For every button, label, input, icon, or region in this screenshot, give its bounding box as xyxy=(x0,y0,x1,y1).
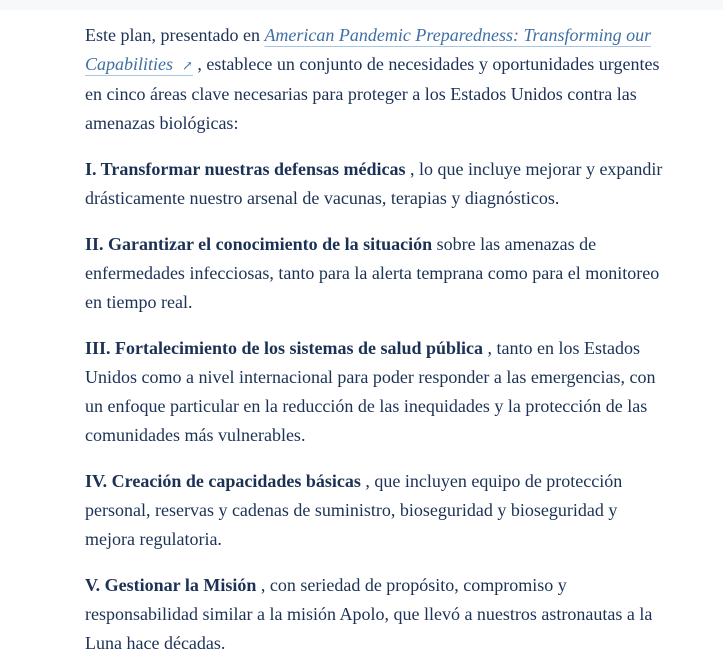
intro-paragraph xyxy=(85,21,670,138)
intro-text-before-link: Este plan, presentado en xyxy=(85,25,260,45)
top-strip xyxy=(0,0,723,10)
section-body: sobre las amenazas de enfermedades infecciosas, tanto para la alerta temprana como para el monitoreo en tiempo real. xyxy=(85,234,660,312)
section-lead: IV. Creación de capacidades básicas xyxy=(85,471,361,491)
section-lead: II. Garantizar el conocimiento de la situación xyxy=(85,234,433,254)
section-paragraph-3 xyxy=(85,334,670,450)
section-paragraph-1 xyxy=(85,155,670,213)
section-body: , que incluyen equipo de protección personal, reservas y cadenas de suministro, bioseguridad y bioseguridad y mejora regulatoria. xyxy=(85,471,623,549)
section-lead: III. Fortalecimiento de los sistemas de salud pública xyxy=(85,338,484,358)
section-paragraph-2 xyxy=(85,230,670,317)
section-lead: I. Transformar nuestras defensas médicas xyxy=(85,159,406,179)
section-paragraph-4 xyxy=(85,467,670,554)
section-paragraph-5 xyxy=(85,571,670,654)
intro-text-after-link: , establece un conjunto de necesidades y oportunidades urgentes en cinco áreas clave necesarias para proteger a los Estados Unidos contra las amenazas biológicas: xyxy=(85,54,660,133)
link-text: American Pandemic Preparedness: Transforming our Capabilities xyxy=(85,25,652,74)
external-link-icon: ↗ xyxy=(182,58,193,73)
article-content xyxy=(85,10,670,654)
section-lead: V. Gestionar la Misión xyxy=(85,575,257,595)
section-body: , con seriedad de propósito, compromiso y responsabilidad similar a la misión Apolo, que llevó a nuestros astronautas a la Luna hace décadas. xyxy=(85,575,653,653)
section-body: , lo que incluye mejorar y expandir drásticamente nuestro arsenal de vacunas, terapias y diagnósticos. xyxy=(85,159,663,208)
section-body: , tanto en los Estados Unidos como a nivel internacional para poder responder a las emergencias, con un enfoque particular en la reducción de las inequidades y la protección de las comunidades más vulnerables. xyxy=(85,338,656,445)
